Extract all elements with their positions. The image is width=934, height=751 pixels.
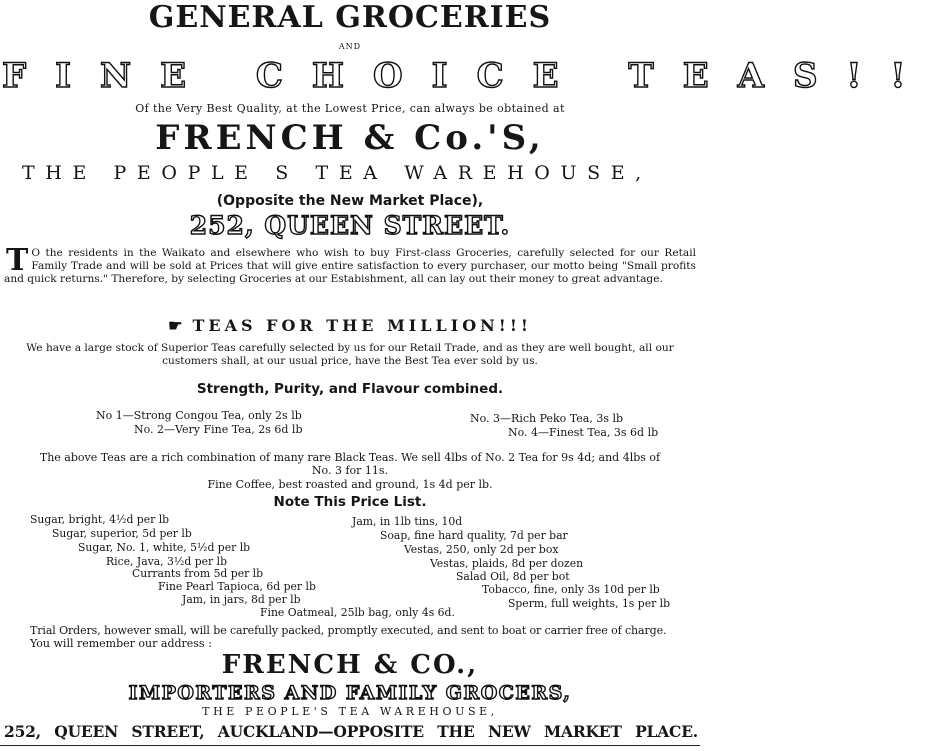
price-right-2: Soap, fine hard quality, 7d per bar [380,529,568,542]
teas-heading-row [0,316,700,335]
tea-no3: No. 3—Rich Peko Tea, 3s lb [470,412,624,425]
footer-importers: IMPORTERS AND FAMILY GROCERS, [128,682,572,704]
ad-title: GENERAL GROCERIES [148,0,552,35]
tea-no4: No. 4—Finest Tea, 3s 6d lb [508,426,659,439]
remember-line: You will remember our address : [30,637,212,650]
price-right-5: Salad Oil, 8d per bot [456,570,570,583]
and-label: AND [338,42,362,51]
black-teas-paragraph: The above Teas are a rich combination of many rare Black Teas. We sell 4lbs of No. 2 Tea for 9s 4d; and 4lbs of No. 3 for 11s. [39,451,661,478]
price-right-4: Vestas, plaids, 8d per dozen [430,557,584,570]
footer-address: 252, QUEEN STREET, AUCKLAND—OPPOSITE THE NEW MARKET PLACE. [4,722,698,741]
price-right-3: Vestas, 250, only 2d per box [404,543,559,556]
bottom-rule [0,745,700,746]
coffee-line: Fine Coffee, best roasted and ground, 1s 4d per lb. [207,478,493,491]
drop-cap: T [6,243,29,278]
trial-orders-line: Trial Orders, however small, will be carefully packed, promptly executed, and sent to boat or carrier free of charge. [30,624,667,637]
price-left-6: Fine Pearl Tapioca, 6d per lb [158,580,316,593]
price-right-6: Tobacco, fine, only 3s 10d per lb [482,583,660,596]
price-left-4: Rice, Java, 3½d per lb [106,555,227,568]
tea-no2: No. 2—Very Fine Tea, 2s 6d lb [134,423,303,436]
price-left-1: Sugar, bright, 4½d per lb [30,513,170,526]
price-right-1: Jam, in 1lb tins, 10d [352,515,463,528]
strength-subheading: Strength, Purity, and Flavour combined. [196,381,504,397]
opposite-line: (Opposite the New Market Place), [216,193,484,209]
price-left-2: Sugar, superior, 5d per lb [52,527,192,540]
price-left-5: Currants from 5d per lb [132,567,264,580]
warehouse-line: THE PEOPLE S TEA WAREHOUSE, [22,162,652,184]
price-right-7: Sperm, full weights, 1s per lb [508,597,671,610]
address-heading: 252, QUEEN STREET. [189,211,511,240]
firm-name: FRENCH & Co.'S, [155,118,545,158]
price-list-heading: Note This Price List. [273,494,427,510]
fine-choice-teas-heading: FINE CHOICE TEAS!! [2,56,934,96]
intro-paragraph [4,243,696,287]
pointing-hand-icon: ☛ [168,316,183,335]
teas-heading: TEAS FOR THE MILLION!!! [192,316,532,335]
teas-paragraph: We have a large stock of Superior Teas carefully selected by us for our Retail Trade, and as they are well bought, all our customers shall, at our usual price, have the Best Tea ever sold by us. [26,342,674,368]
quality-line: Of the Very Best Quality, at the Lowest Price, can always be obtained at [135,102,565,115]
price-left-7: Jam, in jars, 8d per lb [182,593,301,606]
intro-text: O the residents in the Waikato and elsewhere who wish to buy First-class Groceries, carefully selected for our Retail Family Trade and will be sold at Prices that will give entire satisfaction to every purchaser, our motto being "Small profits and quick returns." Therefore, by selecting Groceries at our Estabishment, all can lay out their money to great advantage. [4,247,696,286]
footer-firm: FRENCH & CO., [221,650,479,680]
price-left-3: Sugar, No. 1, white, 5½d per lb [78,541,251,554]
footer-warehouse: THE PEOPLE'S TEA WAREHOUSE, [202,705,498,718]
oatmeal-line: Fine Oatmeal, 25lb bag, only 4s 6d. [260,606,455,619]
tea-no1: No 1—Strong Congou Tea, only 2s lb [96,409,302,422]
